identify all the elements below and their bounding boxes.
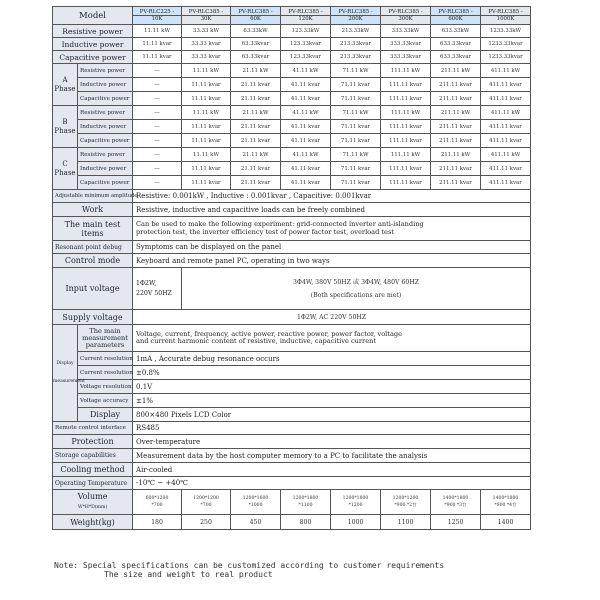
volume-bottom: *1200	[348, 503, 363, 508]
display-row	[53, 408, 531, 422]
control-row	[53, 254, 531, 268]
display-row-value: 0.1V	[133, 380, 531, 394]
main-test-line: Can be used to make the following experiment: grid-connected inverter anti-islanding	[136, 220, 424, 228]
phase-value: 211.11 kW	[431, 64, 481, 78]
phase-value: 211.11 kvar	[431, 78, 481, 92]
phase-value: 11.11 kvar	[182, 162, 231, 176]
power-value: 213.33kW	[331, 25, 381, 38]
phase-row-label: Inductive power	[78, 162, 133, 176]
adjustable-label: Adjustable minimum amplitude	[53, 190, 133, 203]
phase-value: 211.11 kvar	[431, 162, 481, 176]
volume-value	[331, 490, 381, 515]
adjustable-row	[53, 190, 531, 203]
total-power-row	[53, 51, 531, 64]
phase-row-label: Resistive power	[78, 106, 133, 120]
volume-value	[182, 490, 231, 515]
temperature-row	[53, 477, 531, 490]
power-value: 213.33kvar	[331, 51, 381, 64]
storage-label: Storage capabilities	[53, 449, 133, 463]
phase-value: 71.11 kW	[331, 148, 381, 162]
model-power: 120K	[298, 16, 313, 22]
phase-row-label: Resistive power	[78, 64, 133, 78]
display-group-word: measurement	[53, 379, 85, 384]
phase-c-label	[53, 148, 78, 190]
phase-value: 111.11 kvar	[381, 162, 431, 176]
power-value: 33.33 kW	[182, 25, 231, 38]
phase-value: 211.11 kvar	[431, 120, 481, 134]
power-value: 633.33kvar	[431, 38, 481, 51]
power-value: 33.33 kvar	[182, 38, 231, 51]
phase-value: ---	[133, 162, 182, 176]
phase-row-label: Capacitive power	[78, 134, 133, 148]
phase-value: 41.11 kvar	[281, 120, 331, 134]
volume-label: Volume	[77, 492, 108, 501]
phase-value: 41.11 kvar	[281, 134, 331, 148]
display-row-label: Current resolution	[78, 366, 133, 380]
weight-value: 1250	[431, 515, 481, 530]
phase-b-row	[53, 120, 531, 134]
model-power: 300K	[398, 16, 413, 22]
model-cell-30k	[182, 7, 231, 25]
phase-value: 111.11 kvar	[381, 92, 431, 106]
phase-row-label: Capacitive power	[78, 92, 133, 106]
supply-label: Supply voltage	[53, 310, 133, 325]
power-value: 123.33kvar	[281, 51, 331, 64]
phase-value: 11.11 kW	[182, 106, 231, 120]
volume-value	[231, 490, 281, 515]
phase-a-label	[53, 64, 78, 106]
phase-value: 11.11 kW	[182, 148, 231, 162]
power-value: 11.11 kvar	[133, 38, 182, 51]
display-group-label	[53, 325, 85, 422]
volume-bottom: *700	[151, 503, 163, 508]
cooling-label: Cooling method	[53, 463, 133, 477]
phase-value: 411.11 kvar	[481, 134, 531, 148]
phase-value: 41.11 kvar	[281, 78, 331, 92]
input-voltage-label: Input voltage	[53, 268, 133, 310]
remote-label: Remote control interface	[53, 422, 133, 435]
phase-value: 21.11 kW	[231, 148, 281, 162]
spec-sheet	[52, 6, 530, 530]
row-label: Resistive power	[53, 25, 133, 38]
phase-value: 41.11 kvar	[281, 92, 331, 106]
volume-top: 600*1200	[145, 496, 169, 501]
resonant-label: Resonant point debug	[53, 241, 133, 254]
display-line: Voltage, current, frequency, active power, reactive power, power factor, voltage	[136, 329, 402, 338]
volume-bottom: *1100	[298, 503, 313, 508]
weight-label: Weight(kg)	[53, 515, 133, 530]
phase-c-row	[53, 148, 531, 162]
phase-letter: C	[62, 159, 68, 168]
phase-value: ---	[133, 78, 182, 92]
phase-value: 111.11 kvar	[381, 176, 431, 190]
weight-row	[53, 515, 531, 530]
power-value: 123.33kW	[281, 25, 331, 38]
phase-value: 41.11 kvar	[281, 162, 331, 176]
input-voltage-line: 220V 50HZ	[136, 289, 172, 297]
input-voltage-three	[182, 268, 531, 310]
phase-value: 71.11 kW	[331, 64, 381, 78]
phase-value: 71.11 kvar	[331, 92, 381, 106]
power-value: 11.11 kvar	[133, 51, 182, 64]
phase-value: 111.11 kW	[381, 106, 431, 120]
phase-value: ---	[133, 120, 182, 134]
main-test-label: The main test items	[53, 217, 133, 241]
footnote-line: Note: Special specifications can be customized according to customer requirements	[54, 561, 445, 570]
volume-value	[431, 490, 481, 515]
display-row-label: Voltage resolution	[78, 380, 133, 394]
row-label: Inductive power	[53, 38, 133, 51]
total-power-row	[53, 38, 531, 51]
model-cell-300k	[381, 7, 431, 25]
phase-value: 21.11 kvar	[231, 162, 281, 176]
remote-row	[53, 422, 531, 435]
phase-value: 11.11 kvar	[182, 120, 231, 134]
model-cell-60k	[231, 7, 281, 25]
temperature-value: -10℃ ~ +40℃	[133, 477, 531, 490]
display-row-value	[133, 325, 531, 352]
model-power: 60K	[250, 16, 261, 22]
protection-label: Protection	[53, 435, 133, 449]
input-voltage-line: 3Φ4W, 380V 50HZ 或 3Φ4W, 480V 60HZ	[292, 278, 420, 286]
phase-value: 411.11 kW	[481, 106, 531, 120]
phase-value: 71.11 kvar	[331, 78, 381, 92]
volume-bottom: *1000	[248, 503, 263, 508]
phase-value: 411.11 kvar	[481, 92, 531, 106]
main-test-value	[133, 217, 531, 241]
main-test-line: protection test, the inverter efficiency test of power factor test, overload test	[136, 227, 394, 236]
phase-value: 211.11 kvar	[431, 176, 481, 190]
phase-a-row	[53, 92, 531, 106]
volume-label-cell	[53, 490, 133, 515]
resonant-value: Symptoms can be displayed on the panel	[133, 241, 531, 254]
display-row-value: ±1%	[133, 394, 531, 408]
main-test-row	[53, 217, 531, 241]
phase-value: 411.11 kvar	[481, 78, 531, 92]
power-value: 333.33kvar	[381, 38, 431, 51]
volume-value	[281, 490, 331, 515]
model-name: PV-RLC385 -	[381, 8, 430, 16]
phase-c-row	[53, 176, 531, 190]
phase-value: 111.11 kvar	[381, 134, 431, 148]
volume-bottom: *900 *4台	[494, 503, 517, 508]
phase-value: ---	[133, 106, 182, 120]
input-voltage-line: (Both specifications are met)	[310, 291, 402, 299]
row-label: Capacitive power	[53, 51, 133, 64]
phase-value: 211.11 kW	[431, 148, 481, 162]
display-row-label: Display	[78, 408, 133, 422]
phase-value: 21.11 kW	[231, 64, 281, 78]
phase-a-row	[53, 64, 531, 78]
phase-letter: B	[62, 117, 68, 126]
weight-value: 1400	[481, 515, 531, 530]
volume-top: 1400*1800	[442, 496, 469, 501]
phase-value: 41.11 kvar	[281, 176, 331, 190]
volume-bottom: *900 *2台	[394, 503, 417, 508]
phase-value: ---	[133, 92, 182, 106]
volume-bottom: *900 *3台	[444, 503, 467, 508]
input-voltage-row	[53, 268, 531, 310]
model-cell-200k	[331, 7, 381, 25]
model-name: PV-RLC385 -	[182, 8, 230, 16]
phase-value: 411.11 kW	[481, 148, 531, 162]
phase-value: 71.11 kW	[331, 106, 381, 120]
phase-value: 111.11 kvar	[381, 120, 431, 134]
phase-value: ---	[133, 176, 182, 190]
display-row	[53, 366, 531, 380]
model-cell-600k	[431, 7, 481, 25]
phase-value: 11.11 kvar	[182, 176, 231, 190]
work-label: Work	[53, 203, 133, 217]
phase-value: 41.11 kW	[281, 106, 331, 120]
footnote-line: The size and weight to real product	[104, 570, 273, 579]
model-label: Model	[53, 7, 133, 25]
weight-value: 180	[133, 515, 182, 530]
phase-value: 11.11 kvar	[182, 78, 231, 92]
power-value: 333.33kvar	[381, 51, 431, 64]
display-row	[53, 352, 531, 366]
supply-row	[53, 310, 531, 325]
volume-value	[381, 490, 431, 515]
phase-row-label: Inductive power	[78, 78, 133, 92]
adjustable-value: Resistive: 0.001kW , Inductive : 0.001kvar , Capacitive: 0.001kvar	[133, 190, 531, 203]
volume-value	[481, 490, 531, 515]
power-value: 63.33kvar	[231, 38, 281, 51]
phase-word: Phase	[54, 126, 76, 135]
remote-value: RS485	[133, 422, 531, 435]
display-row	[53, 325, 531, 352]
weight-value: 800	[281, 515, 331, 530]
total-power-row	[53, 25, 531, 38]
phase-value: 71.11 kvar	[331, 176, 381, 190]
work-row	[53, 203, 531, 217]
weight-value: 1100	[381, 515, 431, 530]
display-group-word: Display	[56, 361, 74, 366]
phase-row-label: Capacitive power	[78, 176, 133, 190]
power-value: 333.33kW	[381, 25, 431, 38]
phase-value: 21.11 kW	[231, 106, 281, 120]
power-value: 1233.33kW	[481, 25, 531, 38]
model-power: 30K	[200, 16, 212, 22]
model-power: 1000K	[496, 16, 515, 22]
control-label: Control mode	[53, 254, 133, 268]
model-cell-120k	[281, 7, 331, 25]
phase-word: Phase	[54, 168, 76, 177]
phase-value: 211.11 kW	[431, 106, 481, 120]
resonant-row	[53, 241, 531, 254]
phase-value: 411.11 kvar	[481, 162, 531, 176]
phase-value: 71.11 kvar	[331, 120, 381, 134]
phase-word: Phase	[54, 84, 76, 93]
power-value: 1233.33kvar	[481, 38, 531, 51]
model-power: 10K	[151, 16, 163, 22]
phase-row-label: Inductive power	[78, 120, 133, 134]
volume-bottom: *700	[200, 503, 212, 508]
model-name: PV-RLC385 -	[331, 8, 380, 16]
phase-value: 111.11 kW	[381, 148, 431, 162]
supply-value: 1Φ2W, AC 220V 50HZ	[133, 310, 531, 325]
volume-top: 1200*1200	[193, 496, 219, 501]
model-name: PV-RLC385 -	[231, 8, 280, 16]
weight-value: 450	[231, 515, 281, 530]
work-value: Resistive, inductive and capacitive loads can be freely combined	[133, 203, 531, 217]
phase-value: 41.11 kW	[281, 64, 331, 78]
phase-value: 411.11 kvar	[481, 176, 531, 190]
model-power: 200K	[348, 16, 363, 22]
phase-value: 21.11 kvar	[231, 78, 281, 92]
volume-row	[53, 490, 531, 515]
cooling-row	[53, 463, 531, 477]
phase-value: ---	[133, 148, 182, 162]
phase-c-row	[53, 162, 531, 176]
model-name: PV-RLC385 -	[481, 8, 530, 16]
phase-letter: A	[62, 75, 68, 84]
phase-value: 111.11 kW	[381, 64, 431, 78]
power-value: 633.33kW	[431, 25, 481, 38]
display-line: and current harmonic content of resistive, inductive, capacitive current	[136, 337, 377, 345]
model-row	[53, 7, 531, 25]
model-cell-10k	[133, 7, 182, 25]
power-value: 633.33kvar	[431, 51, 481, 64]
weight-value: 250	[182, 515, 231, 530]
volume-top: 1400*1800	[492, 496, 519, 501]
phase-b-row	[53, 134, 531, 148]
storage-row	[53, 449, 531, 463]
phase-value: 71.11 kvar	[331, 134, 381, 148]
display-row-label: Current resolution	[78, 352, 133, 366]
display-row-label: The main measurement parameters	[78, 325, 133, 352]
phase-value: 21.11 kvar	[231, 176, 281, 190]
volume-value	[133, 490, 182, 515]
volume-unit: W*H*D(mm)	[77, 505, 108, 510]
volume-top: 1200*1600	[242, 496, 269, 501]
phase-value: 11.11 kW	[182, 64, 231, 78]
phase-value: 211.11 kvar	[431, 92, 481, 106]
model-cell-1000k	[481, 7, 531, 25]
cooling-value: Air-cooled	[133, 463, 531, 477]
phase-value: 21.11 kvar	[231, 92, 281, 106]
volume-top: 1200*1200	[392, 496, 419, 501]
display-row-value: 1mA , Accurate debug resonance occurs	[133, 352, 531, 366]
power-value: 63.33kW	[231, 25, 281, 38]
phase-b-row	[53, 106, 531, 120]
volume-top: 1200*1800	[292, 496, 319, 501]
display-row-value: ±0.8%	[133, 366, 531, 380]
phase-value: 41.11 kW	[281, 148, 331, 162]
power-value: 63.33kvar	[231, 51, 281, 64]
display-row	[53, 394, 531, 408]
storage-value: Measurement data by the host computer memory to a PC to facilitate the analysis	[133, 449, 531, 463]
display-row	[53, 380, 531, 394]
phase-value: 21.11 kvar	[231, 120, 281, 134]
model-name: PV-RLC225 -	[133, 8, 181, 16]
phase-value: 411.11 kvar	[481, 120, 531, 134]
display-row-value: 800×480 Pixels LCD Color	[133, 408, 531, 422]
power-value: 123.33kvar	[281, 38, 331, 51]
power-value: 33.33 kvar	[182, 51, 231, 64]
phase-value: ---	[133, 134, 182, 148]
phase-value: 11.11 kvar	[182, 92, 231, 106]
control-value: Keyboard and remote panel PC, operating in two ways	[133, 254, 531, 268]
phase-value: 211.11 kvar	[431, 134, 481, 148]
protection-row	[53, 435, 531, 449]
phase-b-label	[53, 106, 78, 148]
spec-table	[52, 6, 531, 530]
temperature-label: Operating Temperature	[53, 477, 133, 490]
protection-value: Over-temperature	[133, 435, 531, 449]
power-value: 1233.33kvar	[481, 51, 531, 64]
input-voltage-line: 1Φ2W,	[136, 279, 157, 287]
input-voltage-single	[133, 268, 182, 310]
model-name: PV-RLC385 -	[281, 8, 330, 16]
phase-value: 21.11 kvar	[231, 134, 281, 148]
weight-value: 1000	[331, 515, 381, 530]
model-power: 600K	[448, 16, 463, 22]
phase-value: 71.11 kvar	[331, 162, 381, 176]
phase-a-row	[53, 78, 531, 92]
power-value: 11.11 kW	[133, 25, 182, 38]
phase-row-label: Resistive power	[78, 148, 133, 162]
display-row-label: Voltage accuracy	[78, 394, 133, 408]
phase-value: 411.11 kW	[481, 64, 531, 78]
phase-value: 11.11 kvar	[182, 134, 231, 148]
power-value: 213.33kvar	[331, 38, 381, 51]
phase-value: 111.11 kvar	[381, 78, 431, 92]
phase-value: ---	[133, 64, 182, 78]
volume-top: 1200*1800	[342, 496, 369, 501]
model-name: PV-RLC385 -	[431, 8, 480, 16]
footnote	[54, 561, 444, 579]
